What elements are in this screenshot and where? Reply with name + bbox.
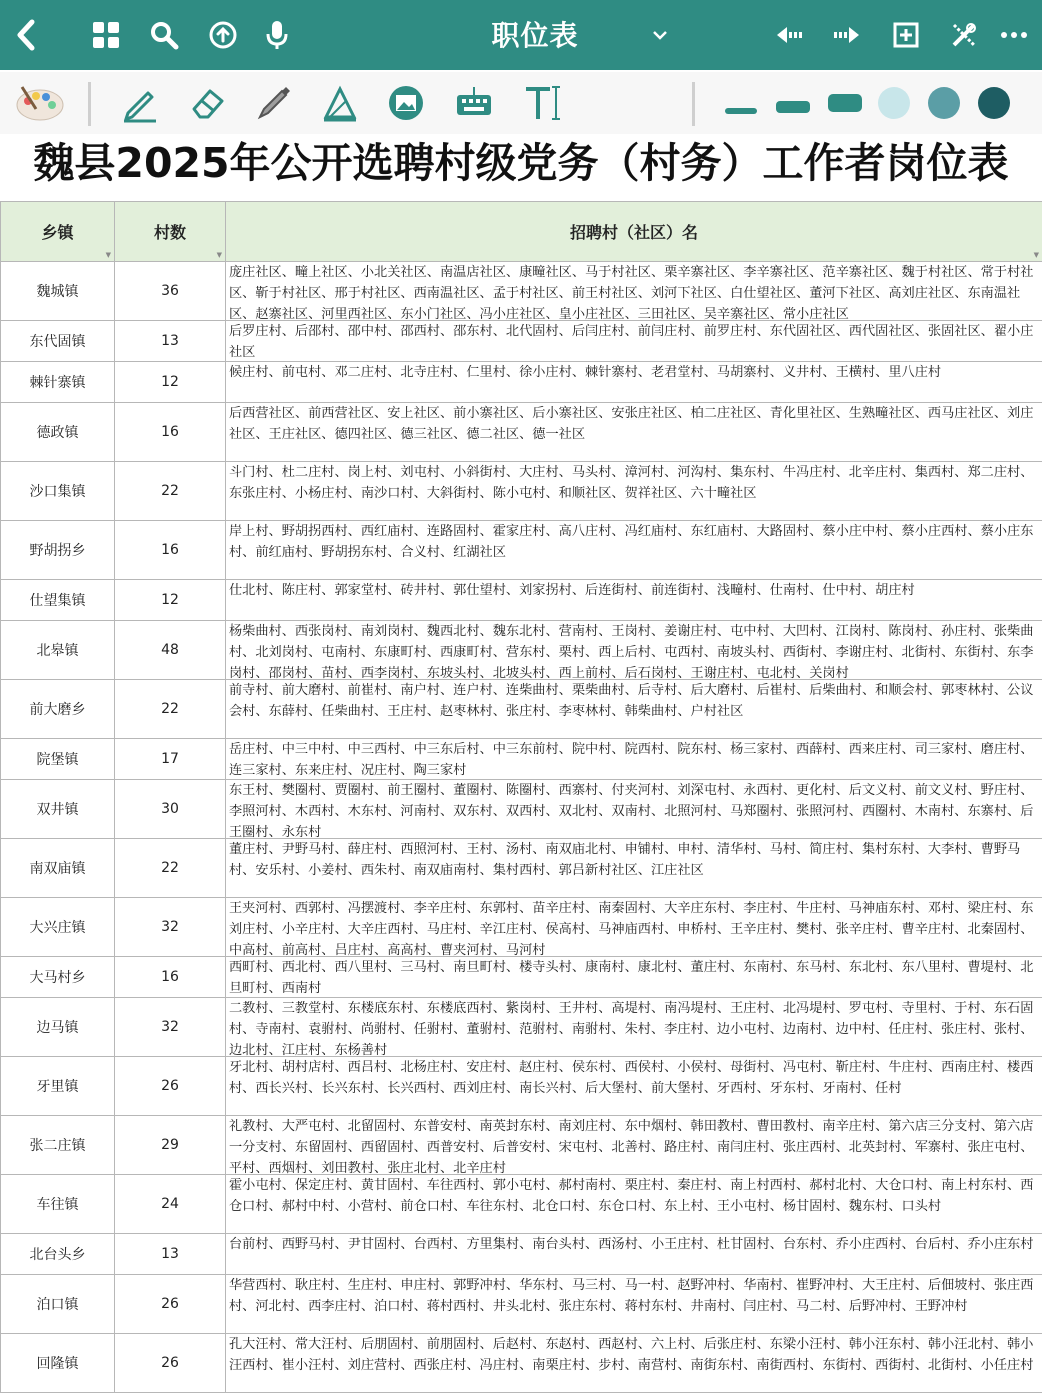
filter-arrow-icon[interactable]: ▼ (217, 251, 222, 259)
count-cell[interactable]: 24 (115, 1175, 226, 1234)
villages-text: 后西营社区、前西营社区、安上社区、前小寨社区、后小寨社区、安张庄社区、柏二庄社区、青化里社区、生熟疃社区、西马庄社区、刘庄社区、王庄社区、德四社区、德三社区、德二社区、德一社区 (226, 403, 1042, 461)
shapes-icon (320, 83, 360, 123)
keyboard-button[interactable] (452, 82, 496, 124)
tools-button[interactable] (944, 0, 984, 70)
town-cell[interactable]: 南双庙镇 (1, 839, 115, 898)
table-row (1, 1175, 1042, 1234)
villages-text: 斗门村、杜二庄村、岗上村、刘屯村、小斜街村、大庄村、马头村、漳河村、河沟村、集东村、牛冯庄村、北辛庄村、集西村、郑二庄村、东张庄村、小杨庄村、南沙口村、大斜街村、陈小屯村、和顺社区、贺祥社区、六十疃社区 (226, 462, 1042, 520)
villages-cell[interactable] (226, 1175, 1042, 1234)
undo-icon (773, 23, 807, 47)
town-cell[interactable]: 牙里镇 (1, 1057, 115, 1116)
table-row (1, 898, 1042, 957)
more-button[interactable] (996, 0, 1032, 70)
table-row (1, 362, 1042, 403)
villages-cell[interactable] (226, 321, 1042, 362)
count-cell[interactable]: 22 (115, 839, 226, 898)
villages-cell[interactable] (226, 621, 1042, 680)
villages-cell[interactable] (226, 521, 1042, 580)
villages-cell[interactable] (226, 1057, 1042, 1116)
town-cell[interactable]: 双井镇 (1, 780, 115, 839)
document-title[interactable]: 职位表 (440, 14, 630, 54)
count-cell[interactable]: 16 (115, 957, 226, 998)
back-icon (13, 18, 39, 52)
count-cell[interactable]: 13 (115, 321, 226, 362)
title-dropdown-button[interactable] (646, 0, 674, 70)
color-light-swatch (878, 87, 910, 119)
town-cell[interactable]: 张二庄镇 (1, 1116, 115, 1175)
count-cell[interactable]: 32 (115, 998, 226, 1057)
villages-text: 东王村、樊圈村、贾圈村、前王圈村、董圈村、陈圈村、西寨村、付夹河村、刘深屯村、永西村、更化村、后文义村、前文义村、野庄村、李照河村、木西村、木东村、河南村、双东村、双西村、双北村、双南村、北照河村、马郑圈村、张照河村、西圈村、木南村、东寨村、后王圈村、永东村 (226, 780, 1042, 838)
town-cell[interactable]: 大马村乡 (1, 957, 115, 998)
villages-text: 杨柴曲村、西张岗村、南刘岗村、魏西北村、魏东北村、营南村、王岗村、姜谢庄村、屯中村、大凹村、江岗村、陈岗村、孙庄村、张柴曲村、北刘岗村、屯南村、东康町村、西康町村、营东村、栗村、西上后村、屯西村、南坡头村、西街村、李谢庄村、北街村、东街村、东李岗村、邵岗村、苗村、西李岗村、东坡头村、北坡头村、西上前村、后石岗村、王谢庄村、屯北村、关岗村 (226, 621, 1042, 679)
villages-cell[interactable] (226, 1116, 1042, 1175)
villages-cell[interactable] (226, 839, 1042, 898)
header-villages-label: 招聘村（社区）名 (570, 223, 698, 242)
eraser-icon (188, 83, 228, 123)
color-dark-button[interactable] (974, 82, 1014, 124)
redo-button[interactable] (826, 0, 866, 70)
redo-icon (829, 23, 863, 47)
table-row (1, 262, 1042, 321)
count-cell[interactable]: 26 (115, 1275, 226, 1334)
microphone-icon (265, 19, 289, 51)
villages-text: 前寺村、前大磨村、前崔村、南户村、连户村、连柴曲村、栗柴曲村、后寺村、后大磨村、后崔村、后柴曲村、和顺会村、郭枣林村、公议会村、东薛村、任柴曲村、王庄村、赵枣林村、张庄村、李枣林村、韩柴曲村、户村社区 (226, 680, 1042, 738)
villages-cell[interactable] (226, 739, 1042, 780)
table-row (1, 1116, 1042, 1175)
color-medium-swatch (928, 87, 960, 119)
table-row (1, 1275, 1042, 1334)
town-cell[interactable]: 车往镇 (1, 1175, 115, 1234)
villages-text: 二教村、三教堂村、东楼底东村、东楼底西村、紫岗村、王井村、高堤村、南冯堤村、王庄村、北冯堤村、罗屯村、寺里村、于村、东石固村、寺南村、袁驸村、尚驸村、任驸村、董驸村、范驸村、南驸村、朱村、李庄村、边小屯村、边南村、边中村、任庄村、张庄村、张村、边北村、江庄村、东杨善村 (226, 998, 1042, 1056)
town-cell[interactable]: 北台头乡 (1, 1234, 115, 1275)
villages-text: 王夹河村、西郭村、冯摆渡村、李辛庄村、东郭村、苗辛庄村、南秦固村、大辛庄东村、李庄村、牛庄村、马神庙东村、邓村、梁庄村、东刘庄村、小辛庄村、大辛庄西村、马庄村、辛江庄村、侯高村、马神庙西村、申桥村、王辛庄村、樊村、张辛庄村、曹辛庄村、北秦固村、中高村、前高村、吕庄村、高高村、曹夹河村、马河村 (226, 898, 1042, 956)
grid-icon (91, 20, 121, 50)
toolbar-divider (88, 82, 91, 126)
table-row (1, 1334, 1042, 1393)
table-row (1, 680, 1042, 739)
toolbar-divider (692, 82, 695, 126)
villages-cell[interactable] (226, 780, 1042, 839)
filter-arrow-icon[interactable]: ▼ (106, 251, 111, 259)
count-cell[interactable]: 48 (115, 621, 226, 680)
header-villages[interactable] (226, 202, 1042, 262)
table-row (1, 957, 1042, 998)
text-button[interactable] (518, 82, 568, 124)
town-cell[interactable]: 边马镇 (1, 998, 115, 1057)
villages-text: 候庄村、前屯村、邓二庄村、北寺庄村、仁里村、徐小庄村、棘针寨村、老君堂村、马胡寨村、义井村、王横村、里八庄村 (226, 362, 1042, 402)
image-icon (386, 83, 426, 123)
villages-text: 霍小屯村、保定庄村、黄甘固村、车往西村、郭小屯村、郝村南村、栗庄村、秦庄村、南上村西村、郝村北村、大仓口村、南上村东村、西仓口村、郝村中村、小营村、前仓口村、车往东村、北仓口村、东仓口村、东上村、王小屯村、杨甘固村、魏东村、口头村 (226, 1175, 1042, 1233)
villages-text: 岳庄村、中三中村、中三西村、中三东后村、中三东前村、院中村、院西村、院东村、杨三家村、西薛村、西来庄村、司三家村、磨庄村、连三家村、东来庄村、况庄村、陶三家村 (226, 739, 1042, 779)
stroke-medium-button[interactable] (774, 82, 812, 124)
villages-text: 台前村、西野马村、尹甘固村、台西村、方里集村、南台头村、西汤村、小王庄村、杜甘固村、台东村、乔小庄西村、台后村、乔小庄东村 (226, 1234, 1042, 1274)
marker-button[interactable] (252, 82, 296, 124)
table-row (1, 403, 1042, 462)
town-cell[interactable]: 德政镇 (1, 403, 115, 462)
count-cell[interactable]: 22 (115, 462, 226, 521)
count-cell[interactable]: 16 (115, 521, 226, 580)
count-cell[interactable]: 22 (115, 680, 226, 739)
count-cell[interactable]: 26 (115, 1057, 226, 1116)
palette-button[interactable] (12, 82, 68, 124)
count-cell[interactable]: 12 (115, 362, 226, 403)
tools-icon (949, 20, 979, 50)
table-row (1, 1057, 1042, 1116)
table-row (1, 621, 1042, 680)
table-header-row (1, 202, 1042, 262)
villages-cell[interactable] (226, 898, 1042, 957)
villages-cell[interactable] (226, 1234, 1042, 1275)
header-town[interactable] (1, 202, 115, 262)
positions-table (0, 201, 1042, 1393)
villages-cell[interactable] (226, 362, 1042, 403)
town-cell[interactable]: 院堡镇 (1, 739, 115, 780)
town-cell[interactable]: 前大磨乡 (1, 680, 115, 739)
villages-cell[interactable] (226, 1275, 1042, 1334)
sheet-title: 魏县2025年公开选聘村级党务（村务）工作者岗位表 (0, 134, 1042, 200)
more-icon (1000, 31, 1028, 39)
search-icon (149, 20, 179, 50)
villages-text: 仕北村、陈庄村、郭家堂村、砖井村、郭仕望村、刘家拐村、后连街村、前连街村、浅疃村、仕南村、仕中村、胡庄村 (226, 580, 1042, 620)
palette-icon (14, 83, 66, 123)
villages-text: 牙北村、胡村店村、西吕村、北杨庄村、安庄村、赵庄村、侯东村、西侯村、小侯村、母街村、冯屯村、靳庄村、牛庄村、西南庄村、楼西村、西长兴村、长兴东村、长兴西村、西刘庄村、南长兴村、后大堡村、前大堡村、牙西村、牙东村、牙南村、任村 (226, 1057, 1042, 1115)
shapes-button[interactable] (318, 82, 362, 124)
town-cell[interactable]: 沙口集镇 (1, 462, 115, 521)
town-cell[interactable]: 泊口镇 (1, 1275, 115, 1334)
villages-cell[interactable] (226, 580, 1042, 621)
filter-arrow-icon[interactable]: ▼ (1034, 251, 1039, 259)
count-cell[interactable]: 17 (115, 739, 226, 780)
fit-page-button[interactable] (886, 0, 926, 70)
eraser-button[interactable] (186, 82, 230, 124)
villages-cell[interactable] (226, 680, 1042, 739)
count-cell[interactable]: 13 (115, 1234, 226, 1275)
count-cell[interactable]: 29 (115, 1116, 226, 1175)
header-town-label: 乡镇 (41, 223, 73, 242)
town-cell[interactable]: 大兴庄镇 (1, 898, 115, 957)
table-row (1, 739, 1042, 780)
town-cell[interactable]: 野胡拐乡 (1, 521, 115, 580)
town-cell[interactable]: 仕望集镇 (1, 580, 115, 621)
color-dark-swatch (978, 87, 1010, 119)
villages-text: 礼教村、大严屯村、北留固村、东普安村、南英封东村、南刘庄村、东中烟村、韩田教村、曹田教村、南辛庄村、第六店三分支村、第六店一分支村、东留固村、西留固村、西普安村、后普安村、宋屯村、北善村、路庄村、南闫庄村、张庄西村、北英封村、军寨村、张庄屯村、平村、西烟村、刘田教村、张庄北村、北辛庄村 (226, 1116, 1042, 1174)
table-row (1, 580, 1042, 621)
grid-button[interactable] (88, 0, 124, 70)
chevron-down-icon (651, 29, 669, 41)
villages-text: 孔大汪村、常大汪村、后朋固村、前朋固村、后赵村、东赵村、西赵村、六上村、后张庄村、东梁小汪村、韩小汪东村、韩小汪北村、韩小汪西村、崔小汪村、刘庄营村、西张庄村、冯庄村、南栗庄村、步村、南营村、南街东村、南街西村、东街村、西街村、北街村、小任庄村 (226, 1334, 1042, 1392)
table-row (1, 998, 1042, 1057)
stroke-thin-button[interactable] (722, 82, 760, 124)
villages-cell[interactable] (226, 403, 1042, 462)
count-cell[interactable]: 12 (115, 580, 226, 621)
villages-text: 华营西村、耿庄村、生庄村、申庄村、郭野冲村、华东村、马三村、马一村、赵野冲村、华南村、崔野冲村、大王庄村、后佃坡村、张庄西村、河北村、西李庄村、泊口村、蒋村西村、井头北村、张庄东村、蒋村东村、井南村、闫庄村、马二村、后野冲村、王野冲村 (226, 1275, 1042, 1333)
villages-cell[interactable] (226, 1334, 1042, 1393)
count-cell[interactable]: 16 (115, 403, 226, 462)
image-button[interactable] (384, 82, 428, 124)
town-cell[interactable]: 东代固镇 (1, 321, 115, 362)
town-cell[interactable]: 回隆镇 (1, 1334, 115, 1393)
undo-button[interactable] (770, 0, 810, 70)
annotation-toolbar (0, 72, 1042, 134)
stroke-thin-swatch (725, 108, 757, 114)
table-row (1, 1234, 1042, 1275)
table-row (1, 780, 1042, 839)
table-row (1, 521, 1042, 580)
app-top-bar (0, 0, 1042, 70)
count-cell[interactable]: 30 (115, 780, 226, 839)
table-row (1, 462, 1042, 521)
town-cell[interactable]: 魏城镇 (1, 262, 115, 321)
table-row (1, 839, 1042, 898)
count-cell[interactable]: 32 (115, 898, 226, 957)
stroke-medium-swatch (776, 101, 810, 113)
cloud-upload-button[interactable] (205, 0, 241, 70)
villages-text: 董庄村、尹野马村、薛庄村、西照河村、王村、汤村、南双庙北村、申铺村、申村、清华村、马村、简庄村、集村东村、大李村、曹野马村、安乐村、小姜村、西朱村、南双庙南村、集村西村、郭吕新村社区、江庄社区 (226, 839, 1042, 897)
stroke-thick-swatch (828, 94, 862, 112)
count-cell[interactable]: 26 (115, 1334, 226, 1393)
search-button[interactable] (146, 0, 182, 70)
villages-text: 西町村、西北村、西八里村、三马村、南旦町村、楼寺头村、康南村、康北村、董庄村、东南村、东马村、东北村、东八里村、曹堤村、北旦町村、西南村 (226, 957, 1042, 997)
town-cell[interactable]: 棘针寨镇 (1, 362, 115, 403)
cloud-upload-icon (208, 20, 238, 50)
color-medium-button[interactable] (924, 82, 964, 124)
microphone-button[interactable] (262, 0, 292, 70)
fit-page-icon (891, 20, 921, 50)
pen-icon (120, 83, 160, 123)
table-row (1, 321, 1042, 362)
town-cell[interactable]: 北皋镇 (1, 621, 115, 680)
stroke-thick-button[interactable] (826, 82, 864, 124)
color-light-button[interactable] (874, 82, 914, 124)
header-count[interactable] (115, 202, 226, 262)
villages-text: 庞庄社区、疃上社区、小北关社区、南温店社区、康疃社区、马于村社区、栗辛寨社区、李辛寨社区、范辛寨社区、魏于村社区、常于村社区、靳于村社区、邢于村社区、西南温社区、孟于村社区、前王村社区、刘河下社区、白仕望社区、董河下社区、高刘庄社区、东南温社区、赵寨社区、河里西社区、东小门社区、冯小庄社区、皇小庄社区、三田社区、吴辛寨社区、常小庄社区 (226, 262, 1042, 320)
header-count-label: 村数 (154, 223, 186, 242)
count-cell[interactable]: 36 (115, 262, 226, 321)
text-icon (520, 83, 566, 123)
back-button[interactable] (6, 0, 46, 70)
villages-text: 后罗庄村、后邵村、邵中村、邵西村、邵东村、北代固村、后闫庄村、前闫庄村、前罗庄村、东代固社区、西代固社区、张固社区、翟小庄社区 (226, 321, 1042, 361)
pen-button[interactable] (118, 82, 162, 124)
villages-cell[interactable] (226, 957, 1042, 998)
villages-cell[interactable] (226, 262, 1042, 321)
keyboard-icon (454, 85, 494, 121)
villages-cell[interactable] (226, 998, 1042, 1057)
marker-icon (254, 83, 294, 123)
villages-text: 岸上村、野胡拐西村、西红庙村、连路固村、霍家庄村、高八庄村、冯红庙村、东红庙村、大路固村、蔡小庄中村、蔡小庄西村、蔡小庄东村、前红庙村、野胡拐东村、合义村、红湖社区 (226, 521, 1042, 579)
villages-cell[interactable] (226, 462, 1042, 521)
